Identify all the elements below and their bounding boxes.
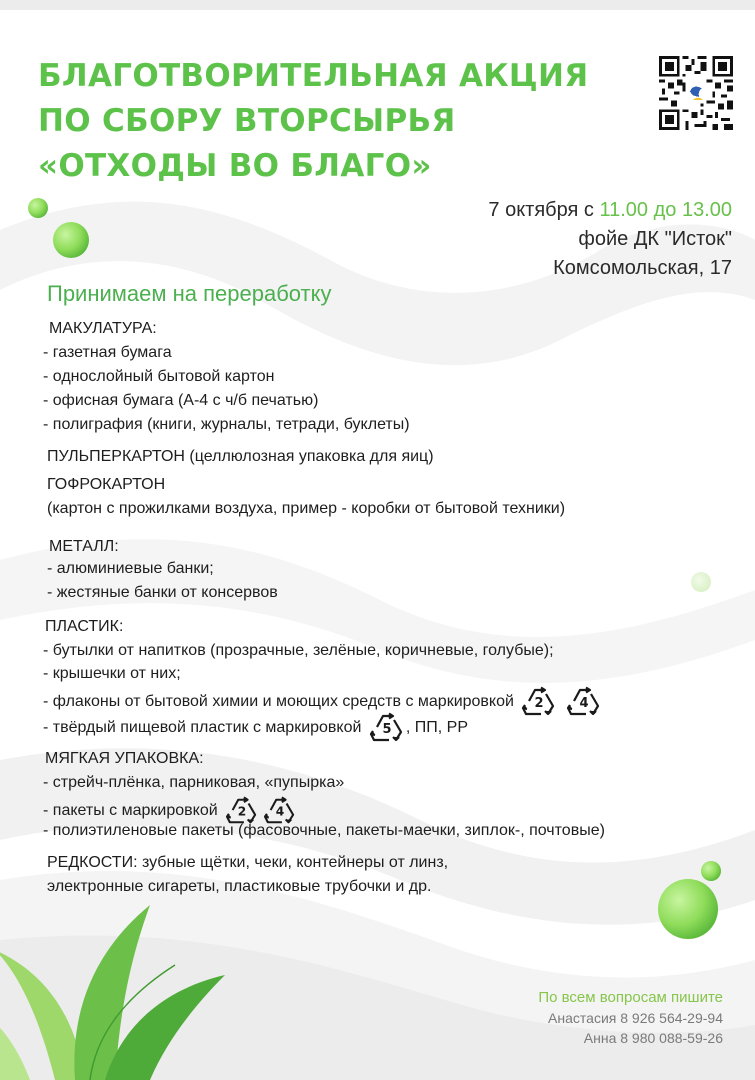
recycle-code-5: 5: [382, 722, 392, 737]
event-address: Комсомольская, 17: [553, 257, 732, 279]
list-item: - стрейч-плёнка, парниковая, «пупырка»: [43, 774, 345, 791]
contact-line: Анастасия 8 926 564-29-94: [548, 1010, 723, 1026]
recycle-code-4: 4: [579, 696, 589, 711]
event-venue: фойе ДК "Исток": [578, 228, 732, 250]
recycle-code-2: 2: [237, 804, 247, 819]
list-item-text: - пакеты с маркировкой: [43, 802, 218, 820]
list-item: - полиэтиленовые пакеты (фасовочные, пакеты-маечки, зиплок-, почтовые): [43, 822, 605, 839]
event-date: 7 октября с: [488, 199, 600, 221]
category-plastic: ПЛАСТИК:: [45, 618, 124, 635]
title-line-3: «ОТХОДЫ ВО БЛАГО»: [38, 148, 432, 184]
list-item-text-suffix: , ПП, PP: [405, 719, 469, 737]
category-corrugated: ГОФРОКАРТОН: [47, 476, 166, 493]
contacts-footer: [538, 988, 723, 1048]
event-datetime: [488, 196, 732, 225]
list-item: - бутылки от напитков (прозрачные, зелёные, коричневые, голубые);: [43, 642, 554, 659]
list-item: [43, 712, 468, 744]
recycle-2-icon: [520, 686, 558, 718]
list-item: - газетная бумага: [43, 344, 172, 361]
list-item: - однослойный бытовой картон: [43, 368, 275, 385]
list-item: - полиграфия (книги, журналы, тетради, буклеты): [43, 416, 410, 433]
recycle-4-icon: [565, 686, 603, 718]
recycle-code-4: 4: [275, 804, 285, 819]
event-time: 11.00 до 13.00: [599, 199, 732, 221]
title-line-1: БЛАГОТВОРИТЕЛЬНАЯ АКЦИЯ: [38, 58, 589, 94]
list-item-text: - флаконы от бытовой химии и моющих средств с маркировкой: [43, 693, 514, 711]
list-item: - жестяные банки от консервов: [47, 584, 278, 601]
recycle-5-icon: [368, 712, 406, 744]
title-line-2: ПО СБОРУ ВТОРСЫРЬЯ: [38, 103, 456, 139]
category-paper: МАКУЛАТУРА:: [49, 320, 157, 337]
contacts-heading: По всем вопросам пишите: [538, 989, 723, 1006]
list-item-text: - твёрдый пищевой пластик с маркировкой: [43, 719, 362, 737]
contact-line: Анна 8 980 088-59-26: [583, 1030, 723, 1046]
category-pulp-carton: ПУЛЬПЕРКАРТОН (целлюлозная упаковка для яиц): [47, 448, 434, 465]
category-metal: МЕТАЛЛ:: [49, 538, 119, 555]
rarities-continued: электронные сигареты, пластиковые трубочки и др.: [47, 878, 432, 895]
poster-title: [38, 54, 588, 189]
qr-code: [659, 56, 733, 130]
event-info: [488, 196, 732, 283]
list-item: - крышечки от них;: [43, 665, 181, 682]
accept-heading: Принимаем на переработку: [47, 281, 332, 306]
category-rarities: РЕДКОСТИ: зубные щётки, чеки, контейнеры от линз,: [47, 854, 449, 871]
corrugated-description: (картон с прожилками воздуха, пример - коробки от бытовой техники): [47, 500, 566, 517]
list-item: - алюминиевые банки;: [47, 560, 214, 577]
recycle-code-2: 2: [534, 696, 544, 711]
list-item: - офисная бумага (А-4 с ч/б печатью): [43, 392, 319, 409]
category-soft-packaging: МЯГКАЯ УПАКОВКА:: [45, 750, 204, 767]
